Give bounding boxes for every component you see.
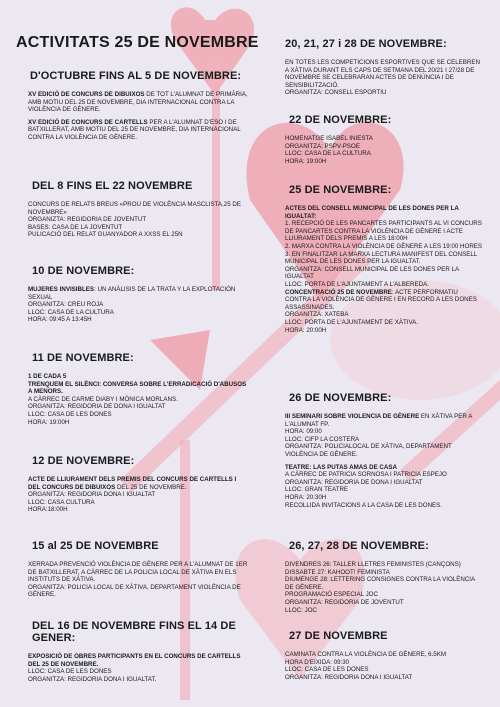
section-heading: DEL 16 DE NOVEMBRE FINS EL 14 DE GENER: <box>32 620 236 644</box>
event-name: MUJERES INVISIBLES <box>28 286 95 293</box>
event-text: : ACTE PERFORMATIU CONTRA LA VIOLÈNCIA DE GÈNERE I EN RECORD A LES DONES ASSASSINADES. <box>285 288 477 311</box>
section-body <box>285 59 485 97</box>
detail-line: LLOC: PORTA DE L'AJUNTAMENT DE XÀTIVA. <box>285 318 418 326</box>
section-body <box>285 135 485 165</box>
right-section-3 <box>285 392 485 509</box>
detail-line: LLOC: CASA DE LA CULTURA <box>28 308 114 316</box>
event-name: III SEMINARI SOBRE VIOLENCIA DE GÈNERE <box>285 413 420 420</box>
detail-line: A CÀRREC DE PATRICIA SORNOSA I PATRICIA ESPEJO <box>285 471 447 479</box>
left-section-6 <box>28 620 250 683</box>
event-text: DE TOT L'ALUMNAT DE PRIMÀRIA, AMB MOTIU DEL 25 DE NOVEMBRE, DIA INTERNACIONAL CONTRA LA VIOLÈNCIA DE GÈNERE. <box>28 91 248 114</box>
detail-line: RECOLLIDA INVITACIONS A LA CASA DE LES DONES. <box>285 501 443 509</box>
detail-line: DISSABTE 27: KAHOOT! FEMINISTA <box>285 568 390 576</box>
event-text: DEL 25 DE NOVEMBRE. <box>115 483 187 491</box>
event-text: PER A L'ALUMNAT D'ESO I DE BATXILLERAT, AMB MOTIU DEL 25 DE NOVEMBRE, DIA INTERNACIONAL CONTRA LA VIOLÈNCIA DE GÈNERE. <box>28 118 241 141</box>
detail-line: BASES: CASA DE LA JOVENTUT <box>28 223 123 231</box>
detail-line: ORGANITZA: REGIDORIA DONA I IGUALTAT. <box>28 675 157 683</box>
detail-line: 3. EN FINALITZAR LA MARXA LECTURA MANIFEST DEL CONSELL MUNICIPAL DE LES DONES PER LA IGUALTAT. <box>285 250 477 266</box>
section-body <box>285 561 485 614</box>
detail-line: ORGANITZA: XATEBA <box>285 311 349 319</box>
detail-line: ORGANITZA: REGIDORIA DONA I IGUALTAT <box>28 491 156 499</box>
detail-line: ORGANITZA: CONSELL MUNICIPAL DE LES DONES PER LA IGUALTAT <box>285 265 459 281</box>
detail-line: ORGANITZA: POLICIA LOCAL DE XÀTIVA, DEPARTAMENT VIOLÈNCIA DE GÈNERE. <box>28 583 241 599</box>
event-description <box>28 286 250 301</box>
section-heading: 27 DE NOVEMBRE <box>289 630 388 642</box>
detail-line: ORGANITZA: REGIDORIA DONA I IGUALTAT <box>285 673 413 681</box>
right-section-2 <box>285 184 485 334</box>
detail-line: LLOC: CASA DE LES DONES <box>285 666 369 674</box>
event-description <box>285 413 485 428</box>
detail-line: HORA: 20:30H <box>285 493 327 501</box>
detail-line: 1. RECEPCIÓ DE LES PANCARTES PARTICIPANTS AL VI CONCURS DE PANCARTES CONTRA LA VIOLÈNCIA DE GÈNERE I ACTE LLIURAMENT DELS PREMIS A LES 18:00H <box>285 220 482 243</box>
event-description <box>28 119 250 142</box>
right-section-4 <box>285 540 485 614</box>
event-text: EN XÀTIVA PER A L'ALUMNAT FP. <box>285 413 473 428</box>
event-name: XV EDICIÓ DE CONCURS DE CARTELLS <box>28 118 148 126</box>
detail-line: CAMINATA CONTRA LA VIOLÈNCIA DE GÈNERE, 6.5KM <box>285 651 447 658</box>
section-heading: 12 DE NOVEMBRE: <box>32 455 135 467</box>
left-section-3 <box>28 352 250 426</box>
detail-line: HORA: 20:00H <box>285 326 327 334</box>
detail-line: ORGANITZA: REGIDORIA DE DONA I IGUALTAT <box>285 478 423 486</box>
section-heading: D'OCTUBRE FINS AL 5 DE NOVEMBRE: <box>30 70 242 82</box>
detail-line: CONCURS DE RELATS BREUS «PROU DE VIOLÈNCIA MASCLISTA,25 DE NOVEMBRE» <box>28 201 241 216</box>
highlight-line: TEATRE: LAS PUTAS AMAS DE CASA <box>285 463 397 471</box>
section-body <box>28 373 250 426</box>
right-section-5 <box>285 630 485 681</box>
page-title: ACTIVITATS 25 DE NOVEMBRE <box>16 34 259 51</box>
detail-line: HORA:18:00H <box>28 506 68 514</box>
event-description <box>28 91 250 114</box>
event-name: ACTE DE LLIURAMENT DELS PREMIS DEL CONCURS DE CARTELLS I DEL CONCURS DE DIBUIXOS <box>28 476 237 491</box>
section-heading: 25 DE NOVEMBRE: <box>289 184 392 196</box>
event-name: XV EDICIÓ DE CONCURS DE DIBUIXOS <box>28 91 145 98</box>
detail-line: XERRADA PREVENCIÓ VIOLÈNCIA DE GÈNERE PER A L'ALUMNAT DE 1ER DE BATXILLERAT, A CÀRREC DE LA POLICIA LOCAL DE XÀTIVA EN ELS INSTITUTS DE XÀTIVA. <box>28 561 248 584</box>
right-section-0 <box>285 38 485 97</box>
section-heading: 26 DE NOVEMBRE: <box>289 392 392 404</box>
left-section-1 <box>28 180 250 239</box>
detail-line: A CÀRREC DE CARME DIABY I MÒNICA MORLANS. <box>28 395 178 403</box>
detail-line: EN TOTES LES COMPETICIONS ESPORTIVES QUE SE CELEBREN A XÀTIVA DURANT ELS CAPS DE SETMANA DEL 20/21 I 27/28 DE NOVEMBRE SE CELEBRARAN ACTES DE DENÚNCIA I DE SENSIBILITZACIÓ. <box>285 59 480 89</box>
section-heading: DEL 8 FINS EL 22 NOVEMBRE <box>32 180 193 192</box>
highlight-line: TRENQUEM EL SILÈNCI: CONVERSA SOBRE L'ERRADICACIÓ D'ABUSOS A MENORS. <box>28 380 247 396</box>
highlight-line: EXPOSICIÓ DE OBRES PARTICIPANTS EN EL CONCURS DE CARTELLS DEL 25 DE NOVEMBRE. <box>28 653 241 668</box>
detail-line: 2. MARXA CONTRA LA VIOLÈNCIA DE GÈNERE A LES 19:00 HORES <box>285 242 483 250</box>
left-section-5 <box>28 540 250 599</box>
detail-line: HORA D'EIXIDA: 09:30 <box>285 658 350 666</box>
detail-line: HORA: 19:00H <box>28 418 70 426</box>
section-heading: 15 al 25 DE NOVEMBRE <box>32 540 159 552</box>
detail-line: HORA: 19:00H <box>285 157 327 165</box>
detail-line: ORGANITZA: PSPV-PSOE <box>285 142 360 150</box>
detail-line: ORGANITZA: REGIDORIA DE DONA I IGUALTAT <box>28 403 166 411</box>
detail-line: ORGANITZA: REGIDORIA DE JOVENTUT <box>285 598 404 606</box>
detail-line: LLOC: CASA DE LES DONES <box>28 410 112 418</box>
section-heading: 20, 21, 27 i 28 DE NOVEMBRE: <box>285 38 447 50</box>
detail-line: LLOC: CASA DE LA CULTURA <box>285 150 371 158</box>
section-heading: 22 DE NOVEMBRE: <box>289 114 392 126</box>
detail-line: DIVENDRES 26: TALLER LLETRES FEMINISTES (CANÇONS) <box>285 561 461 568</box>
detail-line: LLOC: PORTA DE L'AJUNTAMENT A L'ALBEREDA. <box>285 280 429 288</box>
section-body <box>285 413 485 509</box>
left-section-4 <box>28 455 250 514</box>
section-body <box>28 476 250 514</box>
left-section-2 <box>28 265 250 324</box>
highlight-line: ACTES DEL CONSELL MUNICIPAL DE LES DONES PER LA IGUALTAT: <box>285 205 459 220</box>
detail-line: HORA: 09:00 <box>285 428 322 436</box>
section-body <box>285 651 485 681</box>
event-text: : UN ANÀLISIS DE LA TRATA Y LA EXPLOTACIÓN SEXUAL <box>28 286 236 301</box>
event-name: CONCENTRACIÓ 25 DE NOVEMBRE <box>285 288 392 296</box>
detail-line: LLOC: JOC <box>285 606 317 614</box>
detail-line: LLOC: CASA CULTURA <box>28 498 95 506</box>
detail-line: DIUMENGE 28: LETTERING CONSIGNES CONTRA LA VIOLÈNCIA DE GÈNERE. <box>285 576 475 591</box>
detail-line: ORGANITZA: CONSELL ESPORTIU <box>285 89 387 97</box>
section-body <box>28 653 250 683</box>
detail-line: ORGANIZTA: REGIDORIA DE JOVENTUT <box>28 216 147 224</box>
detail-line: HORA: 09:45 A 13:45H <box>28 316 92 324</box>
left-section-0 <box>28 70 250 142</box>
detail-line: LLOC: CASA DE LES DONES <box>28 668 112 676</box>
section-heading: 10 DE NOVEMBRE: <box>32 265 135 277</box>
section-body <box>28 91 250 142</box>
detail-line: LLOC: CIFP LA COSTERA <box>285 435 360 443</box>
section-heading: 26, 27, 28 DE NOVEMBRE: <box>289 540 429 552</box>
section-body <box>28 286 250 324</box>
event-description <box>285 289 485 312</box>
section-body <box>28 561 250 599</box>
detail-line: ORGANITZA: CREU ROJA <box>28 301 104 309</box>
section-body <box>28 201 250 239</box>
highlight-line: 1 DE CADA 5 <box>28 373 67 380</box>
section-body <box>285 205 485 334</box>
section-heading: 11 DE NOVEMBRE: <box>32 352 134 364</box>
right-section-1 <box>285 114 485 165</box>
detail-line: HOMENATGE ISABEL INIESTA <box>285 135 373 142</box>
detail-line: PROGRAMACIÓ ESPECIAL JOC <box>285 591 378 599</box>
detail-line: LLOC: GRAN TEATRE <box>285 486 349 494</box>
detail-line: PULICACIÓ DEL RELAT GUANYADOR A XXSS EL 25N <box>28 231 183 239</box>
event-description <box>28 476 250 491</box>
detail-line: ORGANITZA: POLICIALOCAL DE XÀTIVA, DEPARTAMENT VIOLÈNCIA DE GÈNERE. <box>285 443 452 458</box>
